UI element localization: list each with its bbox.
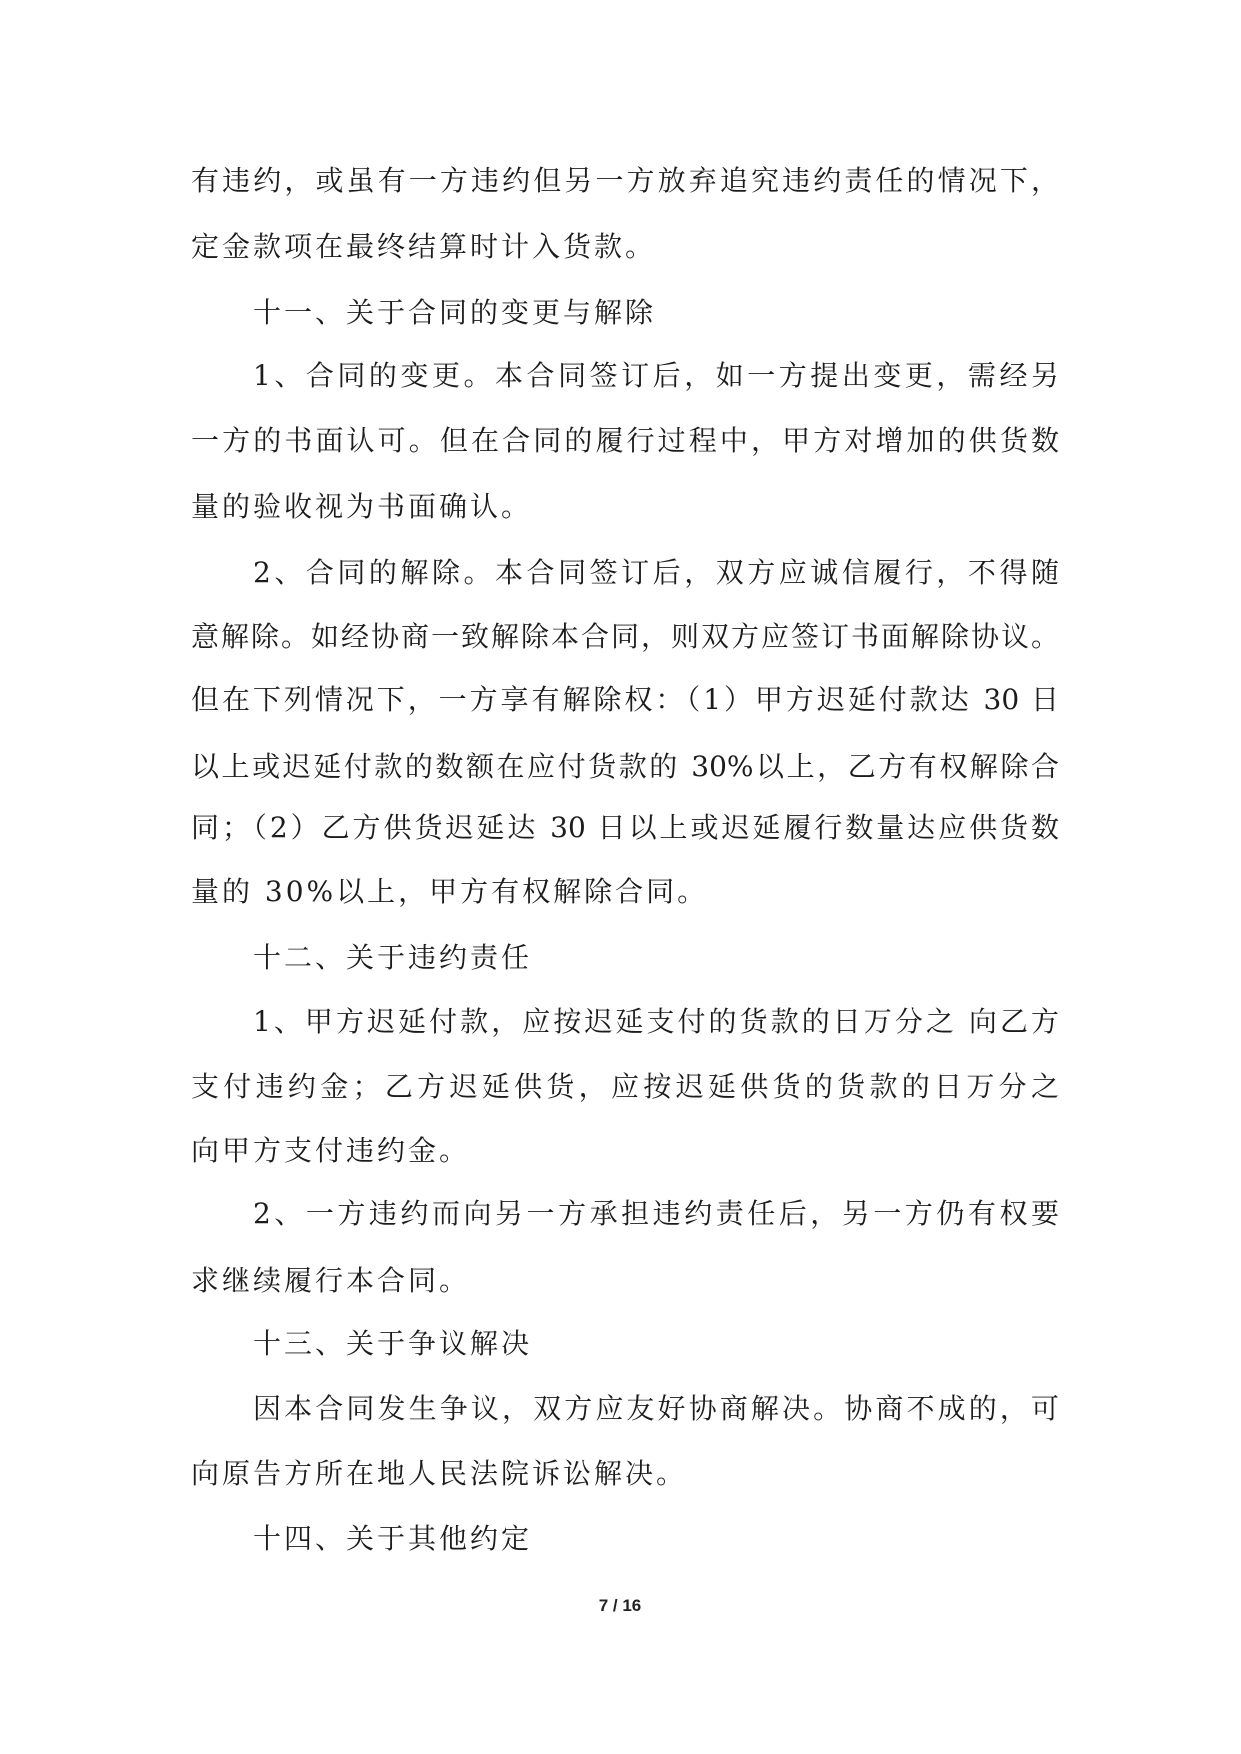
section-heading: 十一、关于合同的变更与解除 <box>253 296 657 329</box>
text-line: 有违约，或虽有一方违约但另一方放弃追究违约责任的情况下， <box>191 164 1059 197</box>
text-line: 因本合同发生争议，双方应友好协商解决。协商不成的，可 <box>253 1392 1059 1425</box>
text-line: 支付违约金；乙方迟延供货，应按迟延供货的货款的日万分之 <box>191 1070 1059 1103</box>
text-line: 1、甲方迟延付款，应按迟延支付的货款的日万分之 向乙方 <box>253 1005 1059 1038</box>
text-line: 一方的书面认可。但在合同的履行过程中，甲方对增加的供货数 <box>191 424 1059 457</box>
section-heading: 十三、关于争议解决 <box>253 1327 533 1360</box>
section-heading: 十二、关于违约责任 <box>253 941 533 974</box>
text-line: 以上或迟延付款的数额在应付货款的 30%以上，乙方有权解除合 <box>191 750 1059 783</box>
text-line: 1、合同的变更。本合同签订后，如一方提出变更，需经另 <box>253 359 1059 392</box>
text-line: 量的验收视为书面确认。 <box>191 490 533 523</box>
text-line: 定金款项在最终结算时计入货款。 <box>191 230 657 263</box>
text-line: 意解除。如经协商一致解除本合同，则双方应签订书面解除协议。 <box>191 620 1059 653</box>
page-number: 7 / 16 <box>598 1596 642 1615</box>
text-line: 2、合同的解除。本合同签订后，双方应诚信履行，不得随 <box>253 556 1059 589</box>
section-heading: 十四、关于其他约定 <box>253 1522 533 1555</box>
text-line: 但在下列情况下，一方享有解除权：（1）甲方迟延付款达 30 日 <box>191 683 1059 716</box>
text-line: 求继续履行本合同。 <box>191 1264 471 1297</box>
text-line: 向甲方支付违约金。 <box>191 1134 471 1167</box>
text-line: 量的 30%以上，甲方有权解除合同。 <box>191 875 709 908</box>
text-line: 同；（2）乙方供货迟延达 30 日以上或迟延履行数量达应供货数 <box>191 811 1059 844</box>
text-line: 2、一方违约而向另一方承担违约责任后，另一方仍有权要 <box>253 1197 1059 1230</box>
text-line: 向原告方所在地人民法院诉讼解决。 <box>191 1457 688 1490</box>
